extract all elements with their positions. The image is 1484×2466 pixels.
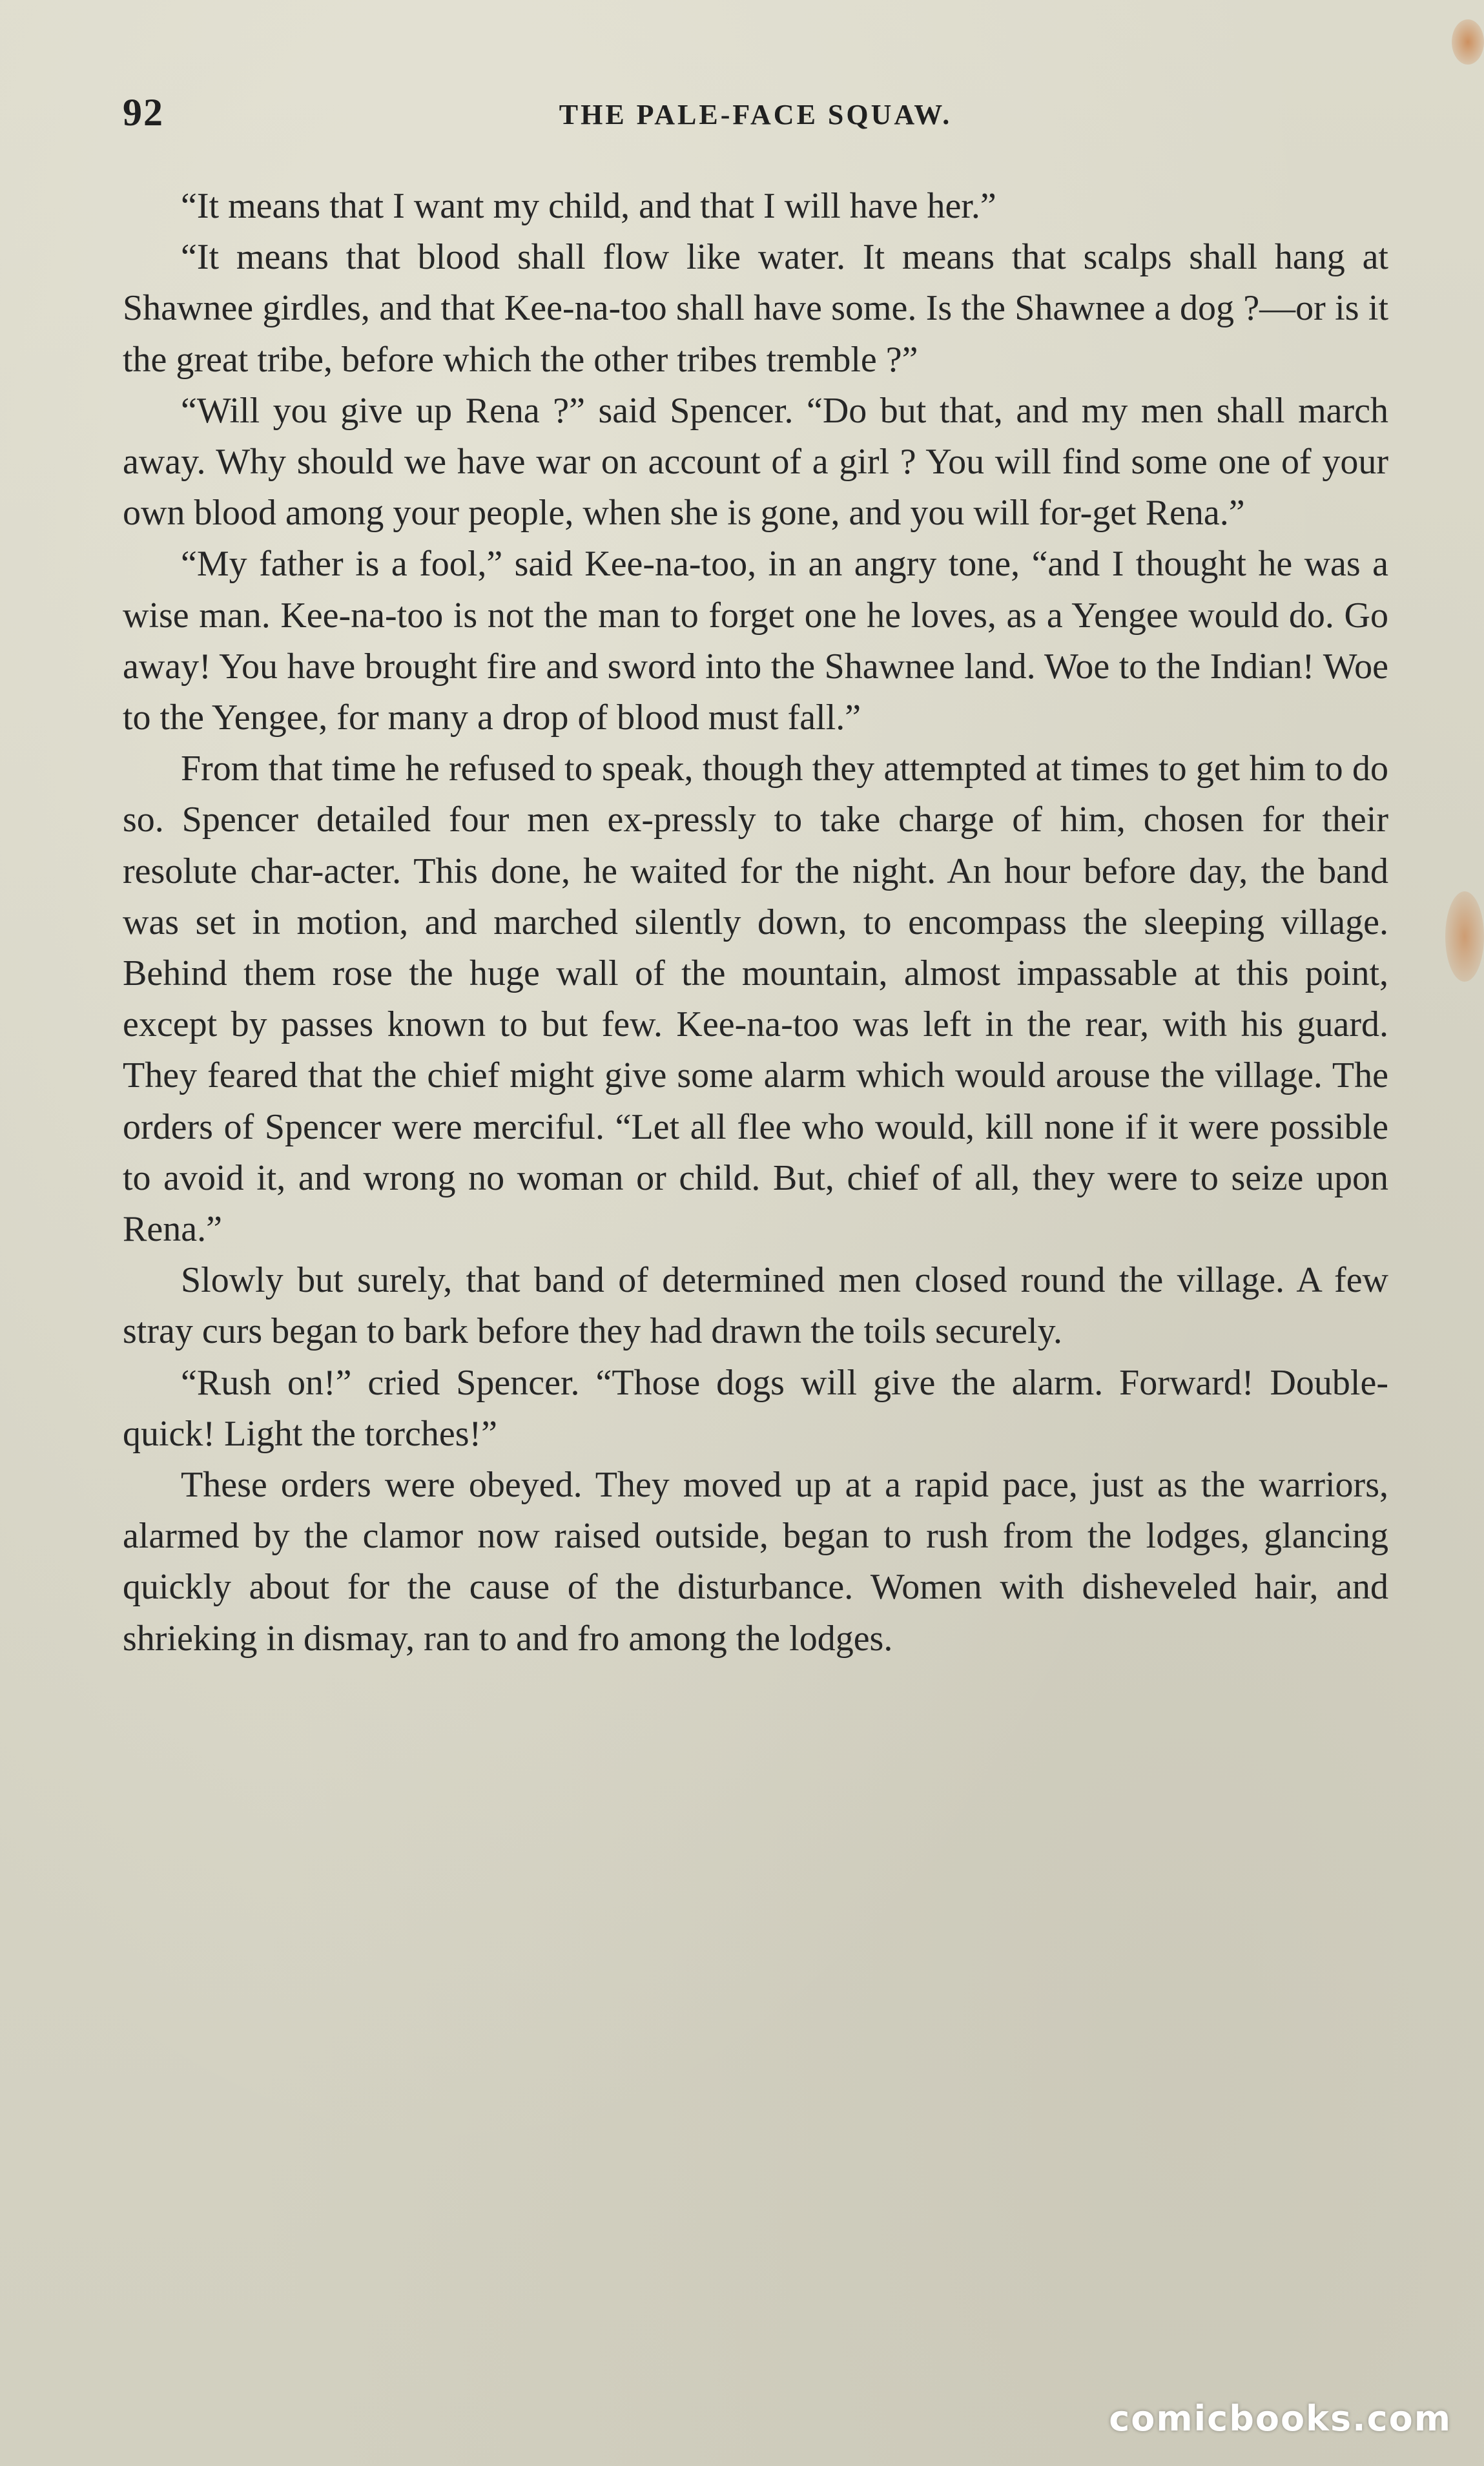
paragraph: “My father is a fool,” said Kee-na-too, in an angry tone, “and I thought he was a wise man. Kee-na-too is not the man to forget one he loves, as a Yengee would do. Go away! You have brought fire and sword into the Shawnee land. Woe to the Indian! Woe to the Yengee, for many a drop of blood must fall.” bbox=[123, 544, 1388, 738]
body-text bbox=[123, 181, 1388, 1664]
paragraph: From that time he refused to speak, though they attempted at times to get him to do so. Spencer detailed four men ex-pressly to take charge of him, chosen for their resolute char-acter. This done, he waited for the night. An hour before day, the band was set in motion, and marched silently down, to encompass the sleeping village. Behind them rose the huge wall of the mountain, almost impassable at this point, except by passes known to but few. Kee-na-too was left in the rear, with his guard. They feared that the chief might give some alarm which would arouse the village. The orders of Spencer were merciful. “Let all flee who would, kill none if it were possible to avoid it, and wrong no woman or child. But, chief of all, they were to seize upon Rena.” bbox=[123, 749, 1388, 1250]
watermark: comicbooks.com bbox=[1109, 2398, 1452, 2439]
page-header bbox=[123, 90, 1388, 142]
paragraph: “Will you give up Rena ?” said Spencer. “Do but that, and my men shall march away. Why should we have war on account of a girl ? You will find some one of your own blood among your people, when she is gone, and you will for-get Rena.” bbox=[123, 390, 1388, 534]
paragraph: Slowly but surely, that band of determined men closed round the village. A few stray curs began to bark before they had drawn the toils securely. bbox=[123, 1260, 1388, 1352]
paper-stain bbox=[1445, 891, 1484, 982]
paragraph: “Rush on!” cried Spencer. “Those dogs will give the alarm. Forward! Double-quick! Light the torches!” bbox=[123, 1362, 1388, 1454]
paragraph: “It means that I want my child, and that I will have her.” bbox=[181, 186, 996, 226]
running-title: THE PALE-FACE SQUAW. bbox=[559, 99, 953, 130]
paper-stain bbox=[1452, 19, 1484, 65]
paragraph: These orders were obeyed. They moved up at a rapid pace, just as the warriors, alarmed by the clamor now raised outside, began to rush from the lodges, glancing quickly about for the cause of the disturbance. Women with disheveled hair, and shrieking in dismay, ran to and fro among the lodges. bbox=[123, 1465, 1388, 1659]
page-number: 92 bbox=[123, 91, 164, 134]
paragraph: “It means that blood shall flow like water. It means that scalps shall hang at Shawnee girdles, and that Kee-na-too shall have some. Is the Shawnee a dog ?—or is it the great tribe, before which the other tribes tremble ?” bbox=[123, 237, 1388, 380]
